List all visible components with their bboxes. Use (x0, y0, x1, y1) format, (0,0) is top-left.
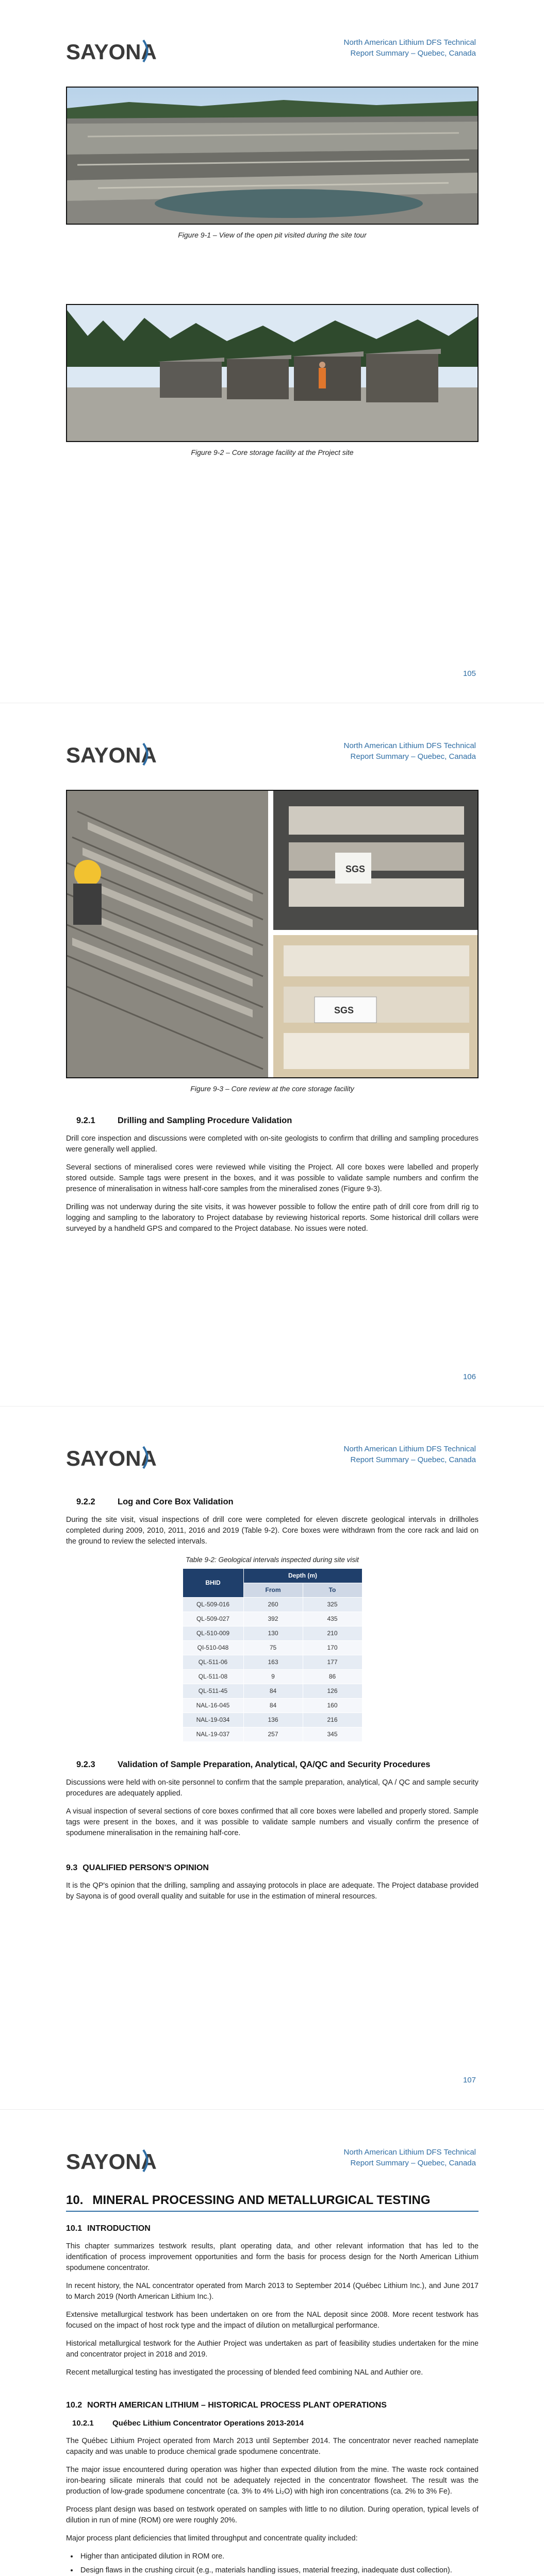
cell-bhid: NAL-19-034 (183, 1713, 243, 1727)
core-storage-photo (66, 304, 479, 442)
figure-9-1-caption: Figure 9-1 – View of the open pit visited during the site tour (178, 231, 367, 239)
col-bhid: BHID (183, 1569, 243, 1598)
table-row (183, 1684, 362, 1699)
sayona-logo-mark (66, 2146, 159, 2177)
cell-from: 75 (243, 1641, 303, 1655)
cell-to: 325 (303, 1598, 362, 1612)
page-108 (0, 2110, 544, 2576)
cell-from: 9 (243, 1670, 303, 1684)
paragraph: Historical metallurgical testwork for the Authier Project was undertaken as part of feasibility studies undertaken for the mine and concentrator project in 2018 and 2019. (66, 2340, 479, 2359)
paragraph: In recent history, the NAL concentrator operated from March 2013 to September 2014 (Québec Lithium Inc.), and June 2017 to March 2019 (North American Lithium Inc.). (66, 2282, 479, 2301)
subsection-heading (66, 2418, 479, 2429)
section-number: 10.1 (66, 2224, 83, 2233)
paragraph: Discussions were held with on-site personnel to confirm that the sample preparation, analytical, QA / QC and sample security procedures are adequately applied. (66, 1778, 479, 1798)
paragraph: A visual inspection of several sections of core boxes confirmed that all core boxes were labelled and properly stored. Sample tags were present in the boxes, and it was possible to validate sample numbers and visually confirm the presence of spodumene mineralisation in the remaining half-core. (66, 1807, 479, 1837)
report-header (344, 2147, 476, 2168)
section-title: INTRODUCTION (87, 2224, 151, 2233)
section-number: 10.2 (66, 2401, 83, 2410)
figure-9-2-caption: Figure 9-2 – Core storage facility at the Project site (191, 448, 354, 456)
paragraph: It is the QP's opinion that the drilling, sampling and assaying protocols in place are adequate. The Project database provided by Sayona is of good overall quality and suitable for use in the estimation of mineral resources. (66, 1882, 479, 1901)
logo-text: SAYONA (66, 743, 157, 767)
page-105 (0, 0, 544, 703)
figure-9-3-caption: Figure 9-3 – Core review at the core storage facility (190, 1084, 354, 1093)
cell-bhid: NAL-19-037 (183, 1727, 243, 1742)
geological-intervals-table (183, 1568, 362, 1742)
cell-to: 170 (303, 1641, 362, 1655)
paragraph: Extensive metallurgical testwork has been undertaken on ore from the NAL deposit since 2008. More recent testwork has focused on the impact of host rock type and the impact of dilution on metallurgical performance. (66, 2311, 479, 2330)
core-review-photo (66, 790, 479, 1078)
section-9-2-1 (66, 1115, 479, 1242)
logo-text: SAYONA (66, 40, 157, 64)
sayona-logo-mark (66, 739, 159, 770)
table-row (183, 1713, 362, 1727)
section-number: 9.2.3 (76, 1760, 95, 1769)
cell-to: 216 (303, 1713, 362, 1727)
paragraph: Major process plant deficiencies that limited throughput and concentrate quality included: (66, 2534, 358, 2543)
sayona-logo-mark (66, 36, 159, 67)
table-row (183, 1626, 362, 1641)
sample-tag-text: SGS (345, 864, 366, 874)
header-line-2: Report Summary – Quebec, Canada (350, 1455, 476, 1464)
section-heading (66, 1497, 479, 1507)
cell-bhid: QL-511-08 (183, 1670, 243, 1684)
paragraph: Drill core inspection and discussions were completed with on-site geologists to confirm that drilling and sampling procedures were generally well applied. (66, 1134, 479, 1154)
table-row (183, 1598, 362, 1612)
section-heading (66, 1759, 479, 1770)
chapter-number: 10. (66, 2193, 84, 2207)
list-item: • Design flaws in the crushing circuit (e.g., materials handling issues, material freezing, inadequate dust collection). (78, 2565, 479, 2576)
cell-bhid: QL-511-06 (183, 1655, 243, 1670)
cell-bhid: QI-510-048 (183, 1641, 243, 1655)
section-number: 9.3 (66, 1863, 78, 1872)
table-row (183, 1641, 362, 1655)
report-header (344, 37, 476, 59)
table-9-2-caption: Table 9-2: Geological intervals inspected during site visit (186, 1556, 359, 1564)
page-106 (0, 703, 544, 1406)
paragraph: The Québec Lithium Project operated from March 2013 until September 2014. The concentrator never reached nameplate capacity and was unable to produce chemical grade spodumene concentrate. (66, 2437, 479, 2456)
section-heading (66, 2400, 479, 2411)
cell-from: 392 (243, 1612, 303, 1626)
cell-to: 86 (303, 1670, 362, 1684)
cell-to: 126 (303, 1684, 362, 1699)
sayona-logo-mark (66, 1443, 159, 1473)
header-line-1: North American Lithium DFS Technical (343, 2148, 476, 2157)
open-pit-photo-illustration (67, 88, 479, 225)
sayona-logo (66, 1443, 159, 1473)
col-depth: Depth (m) (243, 1569, 362, 1583)
page-number: 106 (463, 1372, 476, 1381)
logo-text: SAYONA (66, 2149, 157, 2174)
cell-from: 163 (243, 1655, 303, 1670)
sayona-logo (66, 36, 159, 67)
cell-bhid: NAL-16-045 (183, 1699, 243, 1713)
section-title: Drilling and Sampling Procedure Validation (118, 1116, 292, 1125)
paragraph: Process plant design was based on testwork operated on samples with little to no dilution. During operation, typical levels of dilution in run of mine (ROM) ore were roughly 20%. (66, 2505, 479, 2524)
section-title: Validation of Sample Preparation, Analytical, QA/QC and Security Procedures (118, 1760, 431, 1769)
paragraph: This chapter summarizes testwork results, plant operating data, and other relevant information that has led to the identification of process improvement opportunities and form the basis for process design for the North American Lithium spodumene concentrator. (66, 2242, 479, 2272)
paragraph: The major issue encountered during operation was higher than expected dilution from the mine. The waste rock contained iron-bearing silicate minerals that could not be adequately rejected in the concentrator flowsheet. The result was the production of low-grade spodumene concentrate (ca. 3% to 4% Li₂O) with high iron concentrations (ca. 2% to 3% Fe). (66, 2466, 479, 2496)
section-title: QUALIFIED PERSON'S OPINION (83, 1863, 209, 1872)
subsection-title: Québec Lithium Concentrator Operations 2013-2014 (112, 2419, 304, 2428)
section-title: Log and Core Box Validation (118, 1497, 234, 1506)
page-107-body (66, 1497, 479, 1909)
table-row (183, 1727, 362, 1742)
col-to: To (303, 1583, 362, 1598)
cell-to: 345 (303, 1727, 362, 1742)
chapter-heading (66, 2195, 479, 2212)
section-heading (66, 2223, 479, 2234)
header-line-2: Report Summary – Quebec, Canada (350, 49, 476, 58)
cell-bhid: QL-509-016 (183, 1598, 243, 1612)
cell-to: 435 (303, 1612, 362, 1626)
chapter-title: MINERAL PROCESSING AND METALLURGICAL TESTING (92, 2193, 431, 2207)
section-title: NORTH AMERICAN LITHIUM – HISTORICAL PROCESS PLANT OPERATIONS (87, 2401, 387, 2410)
paragraph: During the site visit, visual inspections of drill core were completed for eleven discrete geological intervals in drillholes completed during 2009, 2010, 2011, 2016 and 2019 (Table 9-2). Core boxes were withdrawn from the core rack and laid on the ground to review the selected intervals. (66, 1516, 479, 1546)
table-row (183, 1670, 362, 1684)
header-line-2: Report Summary – Quebec, Canada (350, 2159, 476, 2167)
section-number: 9.2.2 (76, 1497, 95, 1506)
core-review-photo-illustration (67, 791, 479, 1078)
sayona-logo (66, 739, 159, 770)
cell-bhid: QL-511-45 (183, 1684, 243, 1699)
deficiency-list (78, 2551, 479, 2576)
cell-to: 160 (303, 1699, 362, 1713)
sample-tag-text: SGS (334, 1005, 354, 1015)
table-row (183, 1699, 362, 1713)
cell-to: 177 (303, 1655, 362, 1670)
cell-from: 84 (243, 1699, 303, 1713)
page-107 (0, 1406, 544, 2110)
header-line-1: North American Lithium DFS Technical (343, 38, 476, 47)
header-line-1: North American Lithium DFS Technical (343, 741, 476, 750)
cell-from: 130 (243, 1626, 303, 1641)
page-108-body (66, 2195, 479, 2576)
header-line-1: North American Lithium DFS Technical (343, 1445, 476, 1453)
section-number: 9.2.1 (76, 1116, 95, 1125)
report-header (344, 740, 476, 762)
subsection-number: 10.2.1 (72, 2419, 94, 2428)
cell-from: 260 (243, 1598, 303, 1612)
table-row (183, 1612, 362, 1626)
section-heading (66, 1862, 479, 1873)
core-storage-photo-illustration (67, 305, 479, 442)
section-heading (66, 1115, 479, 1126)
list-item: • Higher than anticipated dilution in ROM ore. (78, 2551, 479, 2562)
cell-bhid: QL-509-027 (183, 1612, 243, 1626)
cell-bhid: QL-510-009 (183, 1626, 243, 1641)
open-pit-photo (66, 87, 479, 225)
cell-from: 136 (243, 1713, 303, 1727)
paragraph: Recent metallurgical testing has investigated the processing of blended feed combining NAL and Authier ore. (66, 2368, 423, 2377)
cell-from: 84 (243, 1684, 303, 1699)
cell-to: 210 (303, 1626, 362, 1641)
col-from: From (243, 1583, 303, 1598)
header-line-2: Report Summary – Quebec, Canada (350, 752, 476, 761)
sayona-logo (66, 2146, 159, 2177)
report-header (344, 1444, 476, 1465)
page-number: 107 (463, 2076, 476, 2084)
cell-from: 257 (243, 1727, 303, 1742)
paragraph: Drilling was not underway during the site visits, it was however possible to follow the entire path of drill core from drill rig to logging and sampling to the laboratory to Project database by reviewing historical reports. Some historical drill collars were surveyed by a handheld GPS and compared to the Project database. No issues were noted. (66, 1203, 479, 1233)
logo-text: SAYONA (66, 1446, 157, 1470)
table-row (183, 1655, 362, 1670)
page-number: 105 (463, 669, 476, 678)
paragraph: Several sections of mineralised cores were reviewed while visiting the Project. All core boxes were labelled and properly stored outside. Sample tags were present in the boxes, and it was possible to validate sample numbers and confirm the presence of mineralisation in witness half-core samples from the mineralised zones (Figure 9-3). (66, 1163, 479, 1193)
